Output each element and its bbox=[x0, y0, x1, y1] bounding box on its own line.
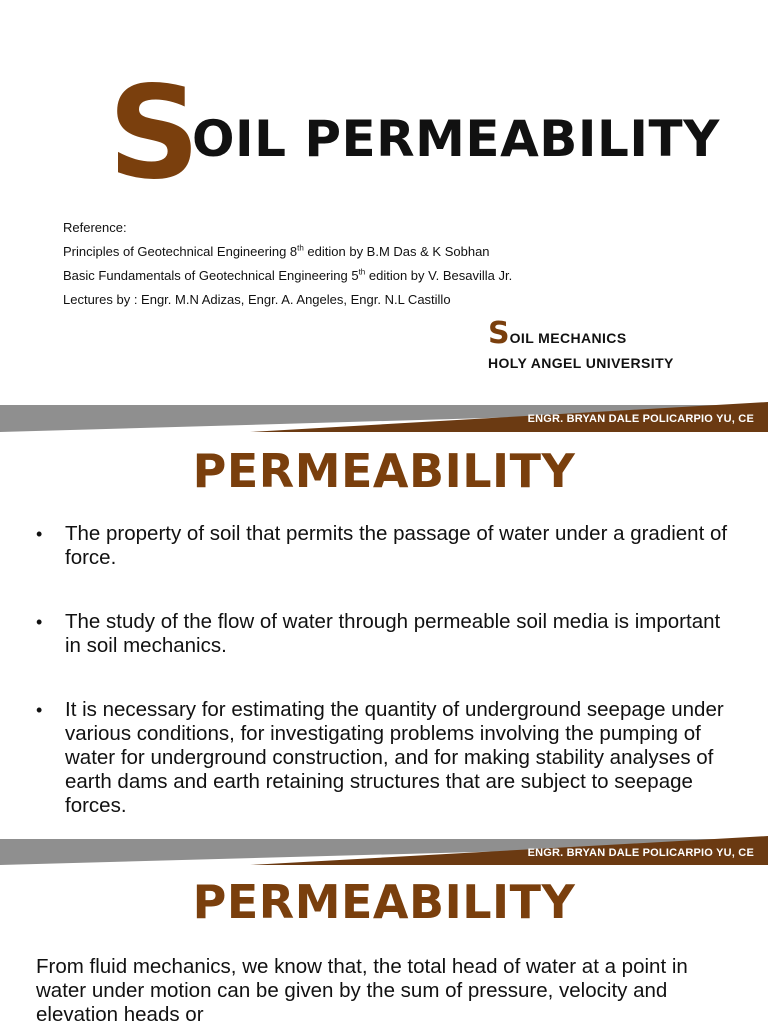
footer-band bbox=[0, 836, 768, 865]
reference-line: Basic Fundamentals of Geotechnical Engineering 5th edition by V. Besavilla Jr. bbox=[63, 267, 513, 283]
bullet-item: • The study of the flow of water through permeable soil media is important in soil mechanics. bbox=[36, 610, 721, 657]
course-title bbox=[488, 316, 674, 351]
content-slide bbox=[0, 865, 768, 1024]
slide-heading: PERMEABILITY bbox=[192, 875, 576, 929]
university-name: HOLY ANGEL UNIVERSITY bbox=[488, 355, 674, 371]
slide-heading: PERMEABILITY bbox=[192, 444, 576, 498]
title-initial: S bbox=[108, 59, 201, 208]
bullet-item: • It is necessary for estimating the quantity of underground seepage under various conditions, for investigating problems involving the pumping of water for underground construction, and for making stability analyses of earth dams and earth retaining structures that are subject to seepage forces. bbox=[36, 698, 724, 817]
bullet-icon: • bbox=[36, 612, 43, 632]
bullet-item: • The property of soil that permits the passage of water under a gradient of force. bbox=[36, 522, 728, 569]
bullet-icon: • bbox=[36, 524, 43, 544]
course-info bbox=[488, 316, 674, 371]
body-paragraph: From fluid mechanics, we know that, the total head of water at a point in water under motion can be given by the sum of pressure, velocity and elevation heads or bbox=[36, 955, 688, 1024]
footer-band bbox=[0, 402, 768, 432]
title-text: OIL PERMEABILITY bbox=[192, 110, 720, 168]
reference-line: Lectures by : Engr. M.N Adizas, Engr. A. Angeles, Engr. N.L Castillo bbox=[63, 292, 451, 307]
bullet-list bbox=[36, 522, 736, 858]
footer-author: ENGR. BRYAN DALE POLICARPIO YU, CE bbox=[527, 847, 754, 859]
title-slide bbox=[0, 0, 768, 432]
content-slide bbox=[0, 432, 768, 865]
reference-line: Reference: bbox=[63, 220, 127, 235]
course-name: OIL MECHANICS bbox=[509, 330, 627, 346]
bullet-icon: • bbox=[36, 700, 43, 720]
references-block bbox=[63, 216, 512, 312]
course-initial: S bbox=[488, 316, 510, 351]
reference-line: Principles of Geotechnical Engineering 8th edition by B.M Das & K Sobhan bbox=[63, 243, 490, 259]
footer-author: ENGR. BRYAN DALE POLICARPIO YU, CE bbox=[527, 413, 754, 425]
